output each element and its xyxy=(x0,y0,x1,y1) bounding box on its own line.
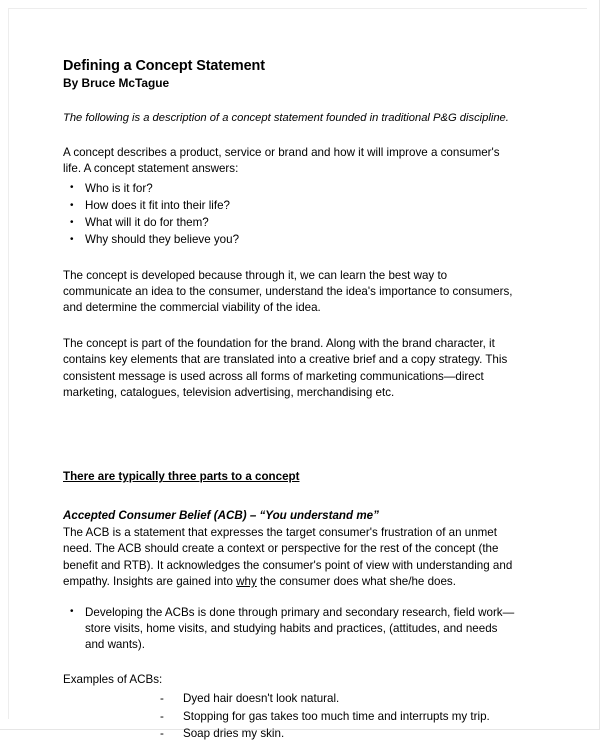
question-list xyxy=(63,180,515,249)
paragraph-concept-describes: A concept describes a product, service or brand and how it will improve a consumer's life. A concept statement answers: xyxy=(63,146,500,176)
list-item: • Why should they believe you? xyxy=(63,231,515,248)
acb-subheading: Accepted Consumer Belief (ACB) – “You understand me” xyxy=(63,508,379,522)
paragraph-concept-developed: The concept is developed because through it, we can learn the best way to communicate an idea to the consumer, understand the idea's importance to consumers, and determine the commercial viability of the idea. xyxy=(63,268,513,315)
list-item: - Soap dries my skin. xyxy=(63,725,515,742)
document-author: By Bruce McTague xyxy=(63,76,170,90)
list-item: • Who is it for? xyxy=(63,180,515,197)
list-item: • Developing the ACBs is done through primary and secondary research, field work— store visits, home visits, and studying habits and practices, (attitudes, and needs and wants). xyxy=(63,605,515,654)
list-item: - Dyed hair doesn't look natural. xyxy=(63,690,515,707)
section-heading: There are typically three parts to a concept xyxy=(63,470,300,484)
acb-underlined-why: why xyxy=(236,575,257,589)
page-title: Defining a Concept Statement xyxy=(63,58,265,74)
acb-text-part-2: the consumer does what she/he does. xyxy=(256,575,456,589)
acb-development-list xyxy=(63,605,515,654)
paragraph-acb-definition xyxy=(63,525,515,591)
list-item: • What will it do for them? xyxy=(63,214,515,231)
acb-examples-list xyxy=(63,690,515,742)
section-heading-wrap xyxy=(63,435,515,485)
document-content xyxy=(63,58,515,742)
list-item: - Stopping for gas takes too much time and interrupts my trip. xyxy=(63,708,515,725)
paragraph-concept-foundation: The concept is part of the foundation for the brand. Along with the brand character, it contains key elements that are translated into a creative brief and a copy strategy. This consistent message is used across all forms of marketing communications—direct marketing, catalogues, television advertising, merchandising etc. xyxy=(63,336,508,400)
acb-text-part-1: The ACB is a statement that expresses the target consumer's frustration of an unmet need. The ACB should create a context or perspective for the rest of the concept (the benefit and RTB). It acknowledges the consumer's point of view with understanding and empathy. Insights are gained into xyxy=(63,525,513,589)
list-item: • How does it fit into their life? xyxy=(63,197,515,214)
examples-label: Examples of ACBs: xyxy=(63,672,163,686)
intro-note: The following is a description of a concept statement founded in traditional P&G discipline. xyxy=(63,112,509,124)
